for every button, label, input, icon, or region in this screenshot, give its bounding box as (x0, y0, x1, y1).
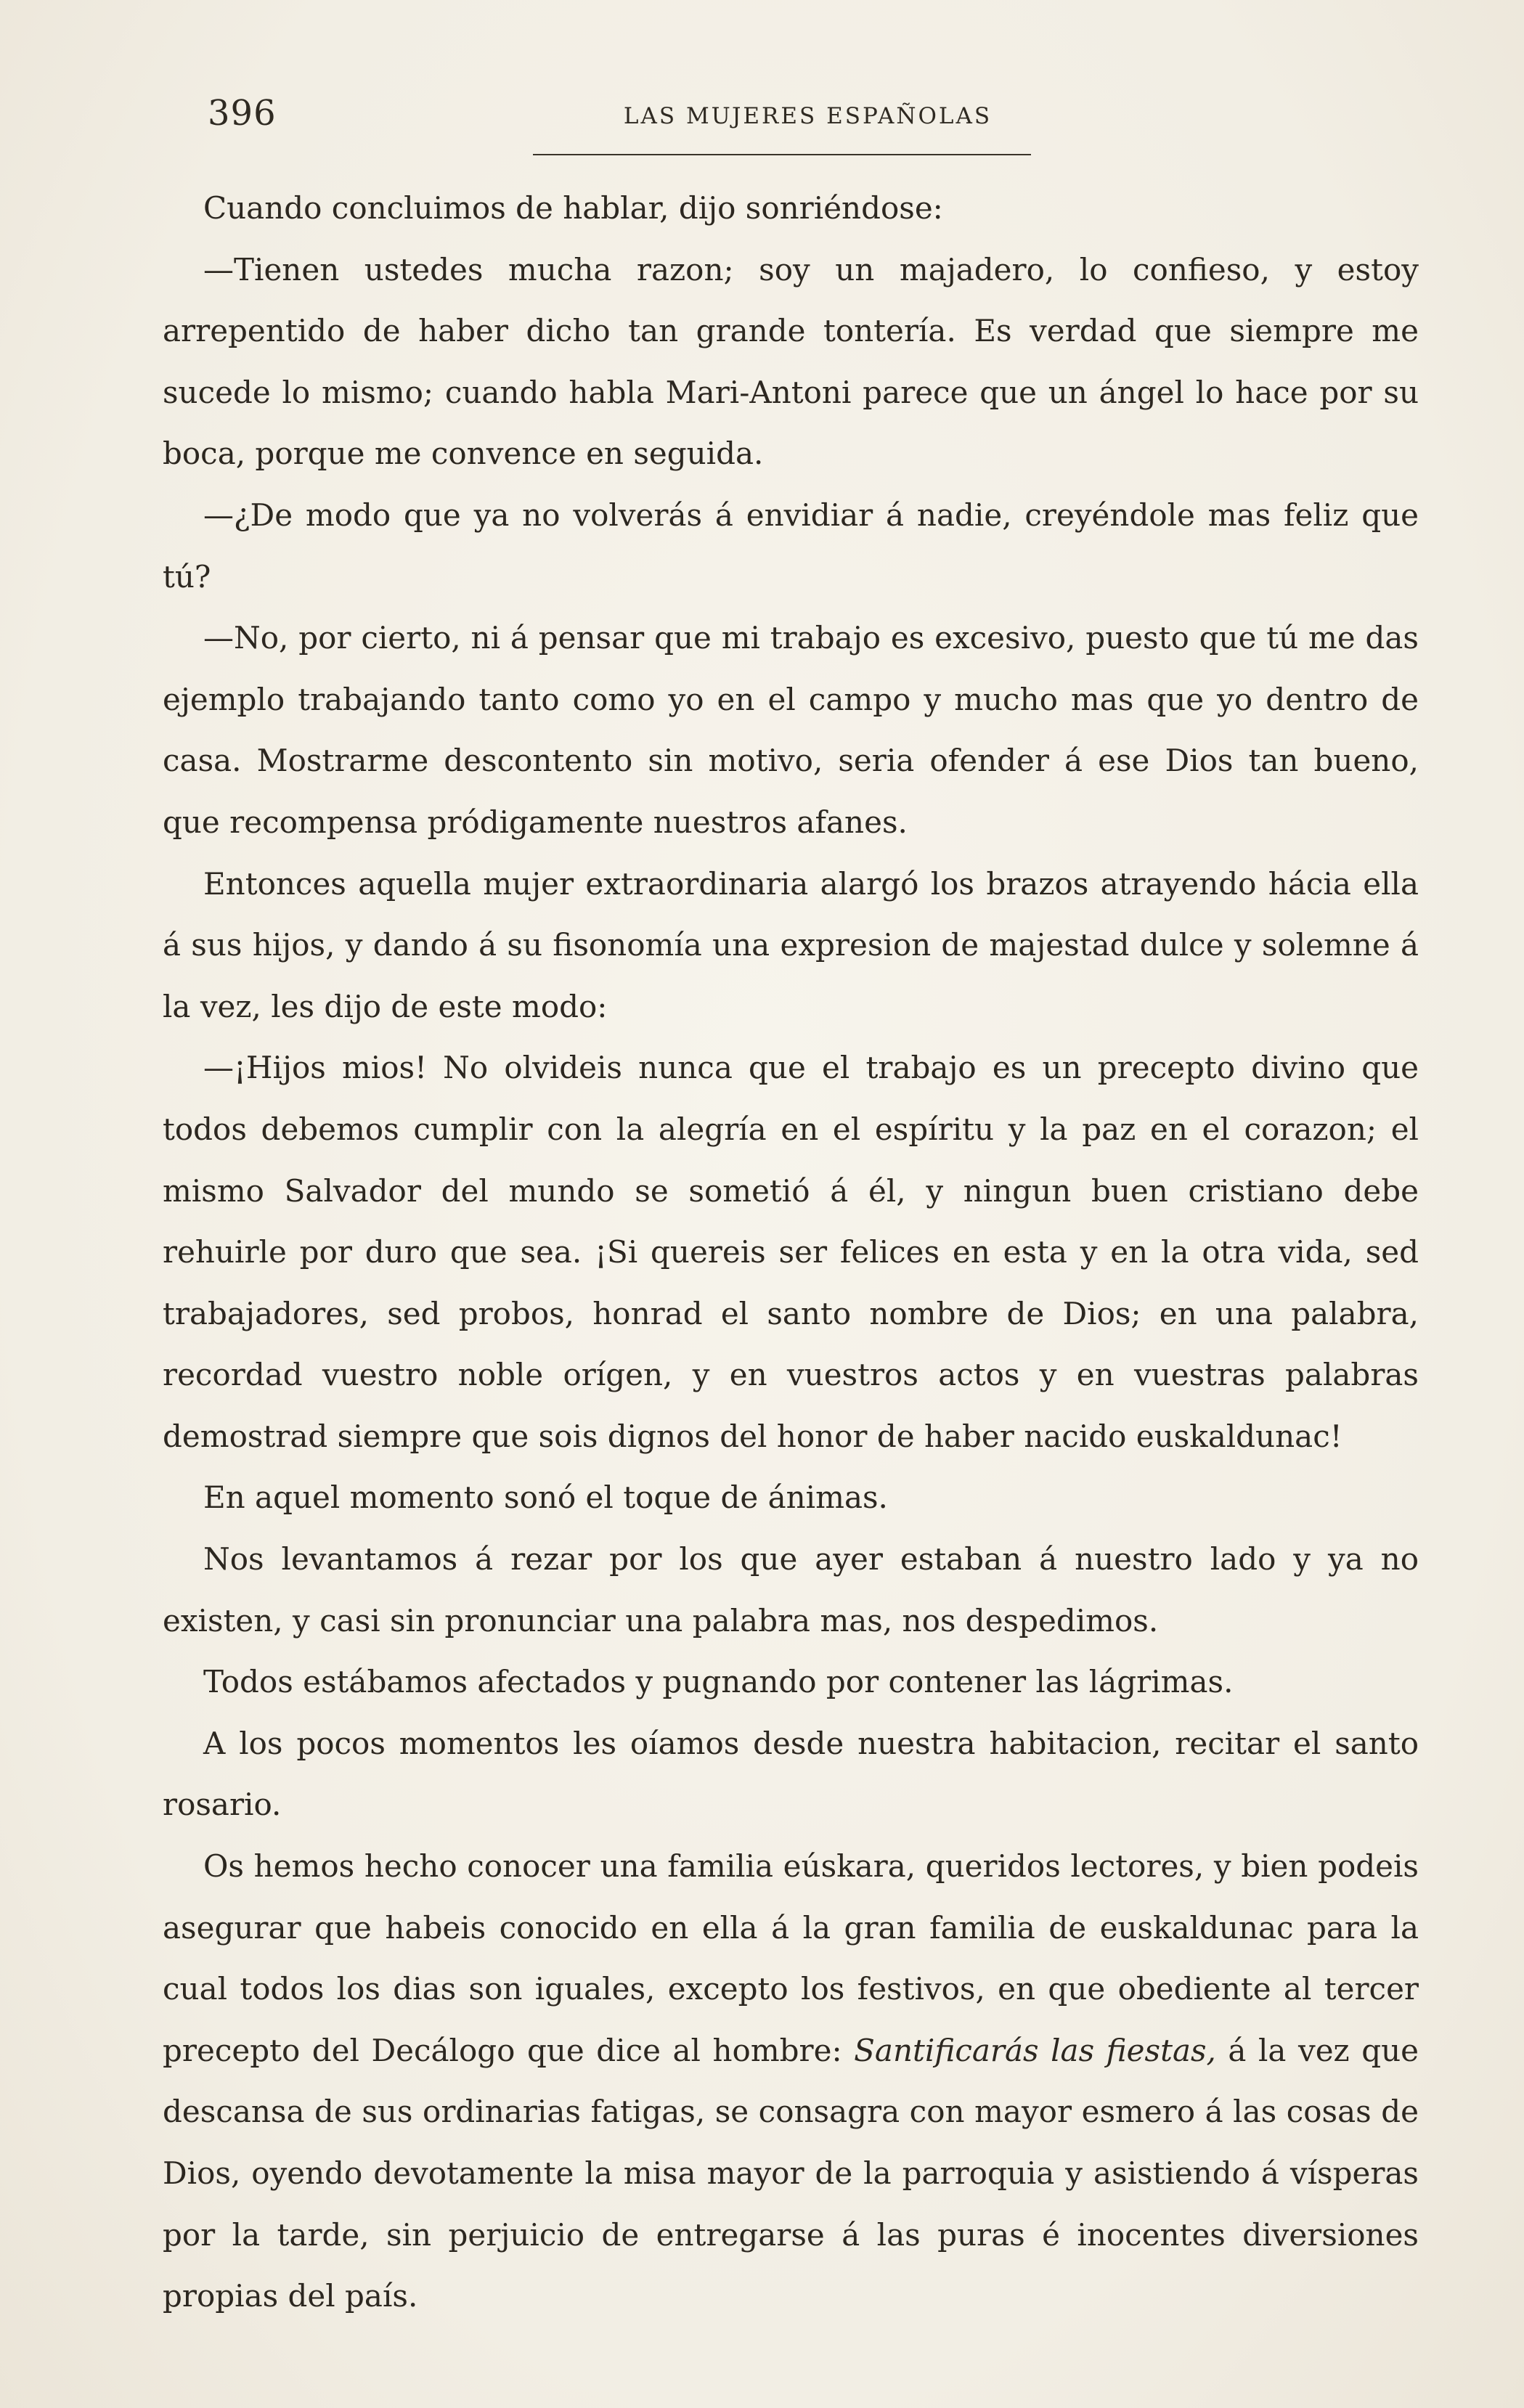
page-number: 396 (208, 93, 277, 134)
paragraph-6: —¡Hijos mios! No olvideis nunca que el trabajo es un precepto divino que todos debemos cumplir con la alegría en el espíritu y la paz en el corazon; el mismo Salvador del mundo se sometió á él, y ningun buen cristiano debe rehuirle por duro que sea. ¡Si quereis ser felices en esta y en la otra vida, sed trabajadores, sed probos, honrad el santo nombre de Dios; en una palabra, recordad vuestro noble orígen, y en vuestros actos y en vuestras palabras demostrad siempre que sois dignos del honor de haber nacido euskaldunac! (163, 1050, 1419, 1454)
paragraph-11-text-before: Os hemos hecho conocer una familia eúskara, queridos lectores, y bien podeis asegurar que habeis conocido en ella á la gran familia de euskaldunac para la cual todos los dias son iguales, excepto los festivos, en que obediente al tercer precepto del Decálogo que dice al hombre: (163, 1848, 1419, 2068)
paragraph-11-text-after: á la vez que descansa de sus ordinarias fatigas, se consagra con mayor esmero á las cosas de Dios, oyendo devotamente la misa mayor de la parroquia y asistiendo á vísperas por la tarde, sin perjuicio de entregarse á las puras é inocentes diversiones propias del país. (163, 2032, 1419, 2314)
paragraph-5: Entonces aquella mujer extraordinaria alargó los brazos atrayendo hácia ella á sus hijos, y dando á su fisonomía una expresion de majestad dulce y solemne á la vez, les dijo de este modo: (163, 865, 1419, 1024)
paragraph-1: Cuando concluimos de hablar, dijo sonriéndose: (203, 190, 943, 226)
body-text (163, 178, 1419, 2327)
paragraph-4: —No, por cierto, ni á pensar que mi trabajo es excesivo, puesto que tú me das ejemplo trabajando tanto como yo en el campo y mucho mas que yo dentro de casa. Mostrarme descontento sin motivo, seria ofender á ese Dios tan bueno, que recompensa pródigamente nuestros afanes. (163, 620, 1419, 840)
paragraph-8: Nos levantamos á rezar por los que ayer estaban á nuestro lado y ya no existen, y casi sin pronunciar una palabra mas, nos despedimos. (163, 1541, 1419, 1638)
page-header (208, 93, 1408, 151)
paragraph-9: Todos estábamos afectados y pugnando por contener las lágrimas. (203, 1664, 1234, 1700)
paragraph-3: —¿De modo que ya no volverás á envidiar á nadie, creyéndole mas feliz que tú? (163, 497, 1419, 595)
header-rule (533, 154, 1031, 155)
paragraph-11-italic-quote: Santificarás las fiestas, (854, 2032, 1216, 2068)
paragraph-7: En aquel momento sonó el toque de ánimas. (203, 1480, 888, 1516)
running-head: LAS MUJERES ESPAÑOLAS (623, 103, 993, 129)
paragraph-2: —Tienen ustedes mucha razon; soy un majadero, lo confieso, y estoy arrepentido de haber dicho tan grande tontería. Es verdad que siempre me sucede lo mismo; cuando habla Mari-Antoni parece que un ángel lo hace por su boca, porque me convence en seguida. (163, 251, 1419, 472)
paragraph-11 (163, 1836, 1419, 2327)
paragraph-10: A los pocos momentos les oíamos desde nuestra habitacion, recitar el santo rosario. (163, 1725, 1419, 1823)
